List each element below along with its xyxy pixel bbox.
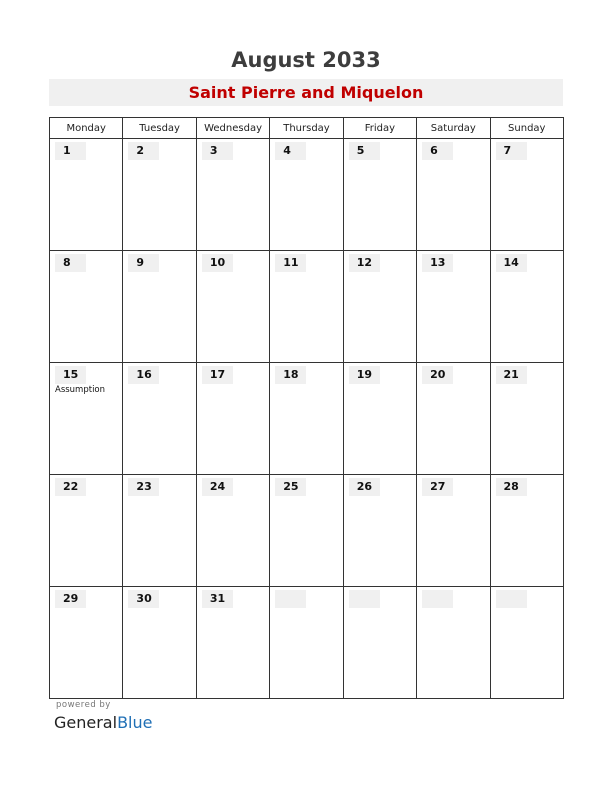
day-cell[interactable]	[343, 475, 416, 587]
weekday-header-row	[50, 118, 564, 139]
day-number: 29	[55, 590, 86, 608]
day-cell[interactable]	[270, 139, 343, 251]
weekday-header: Wednesday	[196, 118, 269, 139]
day-cell[interactable]	[270, 475, 343, 587]
day-number: 26	[349, 478, 380, 496]
day-number: 7	[496, 142, 527, 160]
brand-blue: Blue	[117, 713, 153, 732]
weekday-header: Sunday	[490, 118, 563, 139]
day-number: 3	[202, 142, 233, 160]
day-cell[interactable]	[417, 251, 490, 363]
day-cell[interactable]	[343, 251, 416, 363]
day-cell[interactable]	[417, 363, 490, 475]
day-cell[interactable]	[343, 363, 416, 475]
brand-logo[interactable]	[54, 713, 152, 732]
day-number: 8	[55, 254, 86, 272]
day-number: 22	[55, 478, 86, 496]
weekday-header: Monday	[50, 118, 123, 139]
day-cell[interactable]	[270, 587, 343, 699]
day-cell[interactable]	[50, 587, 123, 699]
day-cell[interactable]	[50, 475, 123, 587]
day-number: 1	[55, 142, 86, 160]
week-row	[50, 251, 564, 363]
day-number: 11	[275, 254, 306, 272]
calendar-grid	[49, 117, 564, 699]
week-row	[50, 475, 564, 587]
day-cell[interactable]	[123, 363, 196, 475]
day-cell[interactable]	[50, 251, 123, 363]
day-cell[interactable]	[417, 587, 490, 699]
day-cell[interactable]	[490, 139, 563, 251]
day-cell[interactable]	[123, 587, 196, 699]
day-cell[interactable]	[417, 139, 490, 251]
day-number: 24	[202, 478, 233, 496]
day-cell[interactable]	[50, 139, 123, 251]
day-number: 28	[496, 478, 527, 496]
day-cell[interactable]	[417, 475, 490, 587]
brand-general: General	[54, 713, 118, 732]
day-number: 20	[422, 366, 453, 384]
day-number: 12	[349, 254, 380, 272]
day-number: 30	[128, 590, 159, 608]
day-number: 2	[128, 142, 159, 160]
day-cell[interactable]	[196, 587, 269, 699]
day-cell[interactable]	[490, 475, 563, 587]
day-number: 17	[202, 366, 233, 384]
week-row	[50, 587, 564, 699]
weekday-header: Tuesday	[123, 118, 196, 139]
day-cell[interactable]	[490, 363, 563, 475]
day-cell[interactable]	[343, 587, 416, 699]
day-cell[interactable]	[123, 475, 196, 587]
day-number: 23	[128, 478, 159, 496]
day-number	[275, 590, 306, 608]
day-number	[422, 590, 453, 608]
day-cell[interactable]	[270, 251, 343, 363]
day-number: 21	[496, 366, 527, 384]
day-cell[interactable]	[490, 251, 563, 363]
day-cell[interactable]	[50, 363, 123, 475]
holiday-label: Assumption	[55, 385, 106, 395]
day-number: 25	[275, 478, 306, 496]
day-number: 18	[275, 366, 306, 384]
weekday-header: Thursday	[270, 118, 343, 139]
day-number: 10	[202, 254, 233, 272]
day-cell[interactable]	[123, 251, 196, 363]
week-row	[50, 363, 564, 475]
day-number: 31	[202, 590, 233, 608]
day-cell[interactable]	[196, 251, 269, 363]
country-banner	[49, 79, 563, 106]
day-number: 27	[422, 478, 453, 496]
weekday-header: Friday	[343, 118, 416, 139]
day-number	[496, 590, 527, 608]
day-number: 15	[55, 366, 86, 384]
day-number: 5	[349, 142, 380, 160]
day-cell[interactable]	[270, 363, 343, 475]
day-number: 14	[496, 254, 527, 272]
day-number: 9	[128, 254, 159, 272]
day-cell[interactable]	[123, 139, 196, 251]
day-cell[interactable]	[196, 475, 269, 587]
day-number: 6	[422, 142, 453, 160]
day-number	[349, 590, 380, 608]
week-row	[50, 139, 564, 251]
day-number: 19	[349, 366, 380, 384]
day-cell[interactable]	[343, 139, 416, 251]
country-name: Saint Pierre and Miquelon	[188, 83, 424, 102]
day-cell[interactable]	[196, 363, 269, 475]
day-number: 4	[275, 142, 306, 160]
day-number: 16	[128, 366, 159, 384]
day-number: 13	[422, 254, 453, 272]
day-cell[interactable]	[196, 139, 269, 251]
day-cell[interactable]	[490, 587, 563, 699]
weekday-header: Saturday	[417, 118, 490, 139]
page-title: August 2033	[231, 48, 381, 72]
powered-by-label: powered by	[56, 700, 111, 710]
